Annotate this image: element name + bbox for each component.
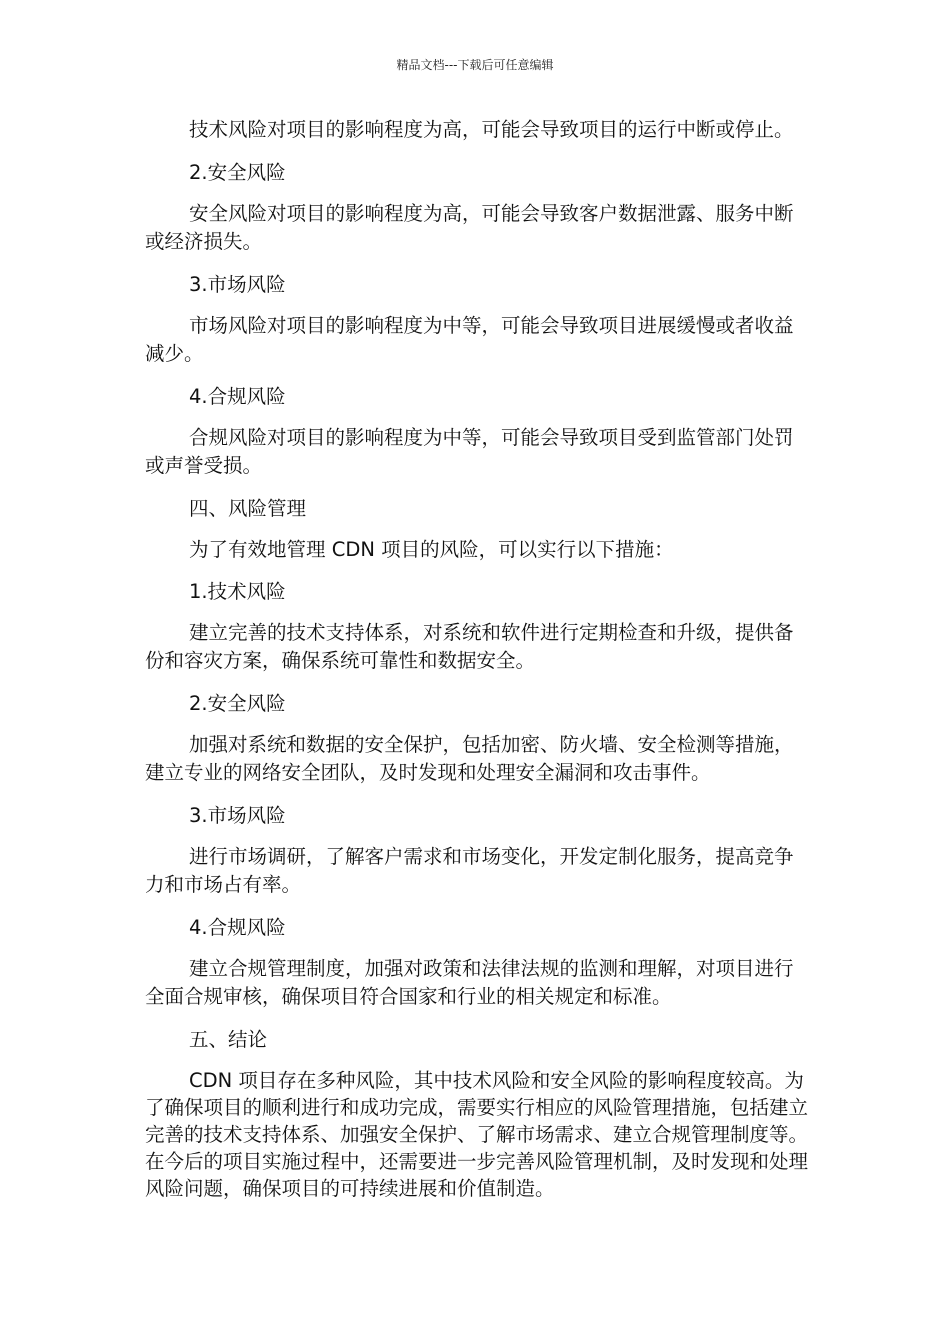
- document-body: [145, 116, 810, 1202]
- section-heading-risk-management: 四、风险管理: [189, 497, 307, 520]
- paragraph-security-risk-measure: 加强对系统和数据的安全保护，包括加密、防火墙、安全检测等措施，建立专业的网络安全团队，及时发现和处理安全漏洞和攻击事件。: [145, 733, 794, 784]
- paragraph-conclusion: CDN 项目存在多种风险，其中技术风险和安全风险的影响程度较高。为了确保项目的顺利进行和成功完成，需要实行相应的风险管理措施，包括建立完善的技术支持体系、加强安全保护、了解市场需求、建立合规管理制度等。在今后的项目实施过程中，还需要进一步完善风险管理机制，及时发现和处理风险问题，确保项目的可持续进展和价值制造。: [145, 1069, 809, 1200]
- heading-market-risk: 3.市场风险: [189, 273, 286, 296]
- heading-compliance-risk: 4.合规风险: [189, 385, 286, 408]
- paragraph-risk-management-intro: 为了有效地管理 CDN 项目的风险，可以实行以下措施：: [189, 538, 674, 561]
- paragraph-security-risk-impact: 安全风险对项目的影响程度为高，可能会导致客户数据泄露、服务中断或经济损失。: [145, 202, 794, 253]
- section-heading-conclusion: 五、结论: [189, 1028, 268, 1051]
- paragraph-tech-risk-impact: 技术风险对项目的影响程度为高，可能会导致项目的运行中断或停止。: [189, 118, 794, 141]
- page-header: 精品文档---下载后可任意编辑: [396, 58, 554, 72]
- heading-security-risk-measure: 2.安全风险: [189, 692, 286, 715]
- paragraph-compliance-risk-measure: 建立合规管理制度，加强对政策和法律法规的监测和理解，对项目进行全面合规审核，确保项目符合国家和行业的相关规定和标准。: [145, 957, 794, 1008]
- paragraph-market-risk-impact: 市场风险对项目的影响程度为中等，可能会导致项目进展缓慢或者收益减少。: [145, 314, 794, 365]
- heading-tech-risk-measure: 1.技术风险: [189, 580, 286, 603]
- paragraph-market-risk-measure: 进行市场调研，了解客户需求和市场变化，开发定制化服务，提高竞争力和市场占有率。: [145, 845, 794, 896]
- heading-market-risk-measure: 3.市场风险: [189, 804, 286, 827]
- heading-compliance-risk-measure: 4.合规风险: [189, 916, 286, 939]
- paragraph-tech-risk-measure: 建立完善的技术支持体系，对系统和软件进行定期检查和升级，提供备份和容灾方案，确保系统可靠性和数据安全。: [145, 621, 794, 672]
- paragraph-compliance-risk-impact: 合规风险对项目的影响程度为中等，可能会导致项目受到监管部门处罚或声誉受损。: [145, 426, 794, 477]
- heading-security-risk: 2.安全风险: [189, 161, 286, 184]
